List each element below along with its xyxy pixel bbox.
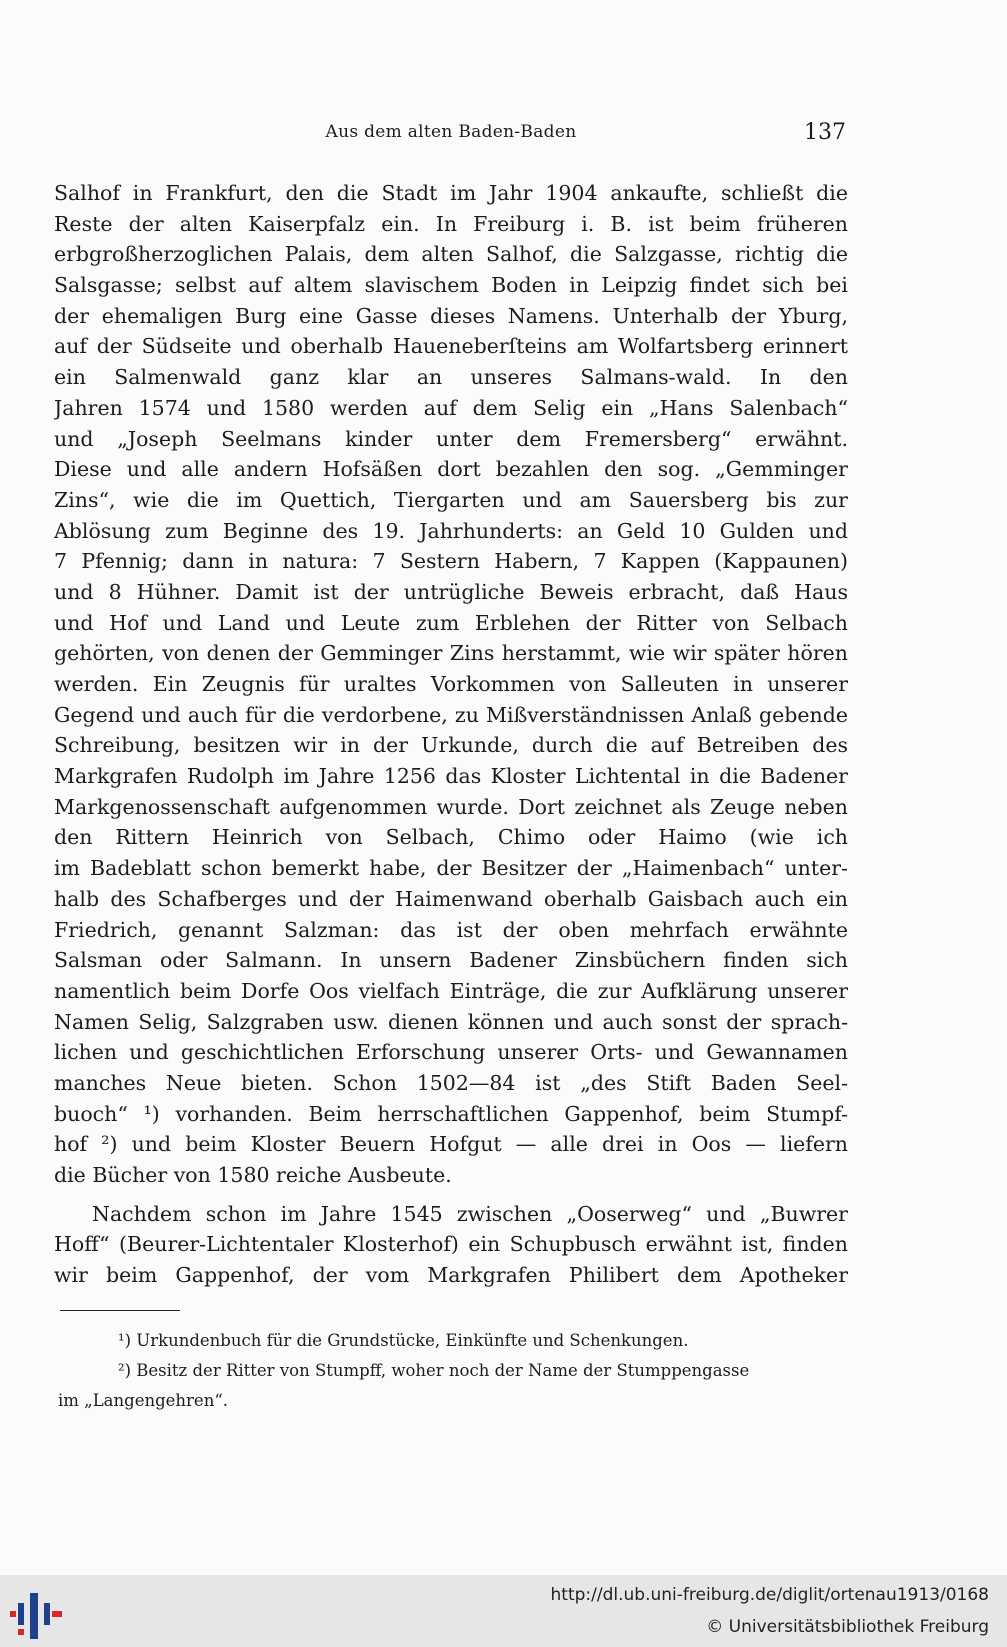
- text-line: ein Salmenwald ganz klar an unseres Salmans-wald. In den: [54, 365, 848, 390]
- text-line: Salsman oder Salmann. In unsern Badener Zinsbüchern finden sich: [54, 948, 848, 973]
- text-line: buoch“ ¹) vorhanden. Beim herrschaftlichen Gappenhof, beim Stumpf-: [54, 1101, 848, 1126]
- text-line: und „Joseph Seelmans kinder unter dem Fremersberg“ erwähnt.: [54, 426, 848, 451]
- text-line: Salhof in Frankfurt, den die Stadt im Jahr 1904 ankaufte, schließt die: [54, 181, 848, 205]
- text-line: den Rittern Heinrich von Selbach, Chimo oder Haimo (wie ich: [54, 825, 848, 850]
- text-line: halb des Schafberges und der Haimenwand oberhalb Gaisbach auch ein: [54, 886, 848, 911]
- text-line: Gegend und auch für die verdorbene, zu Mißverständnissen Anlaß gebende: [54, 702, 848, 727]
- text-line: Markgenossenschaft aufgenommen wurde. Dort zeichnet als Zeuge neben: [54, 794, 848, 819]
- text-line: lichen und geschichtlichen Erforschung unserer Orts- und Gewannamen: [54, 1040, 848, 1065]
- text-line: Diese und alle andern Hofsäßen dort bezahlen den sog. „Gemminger: [54, 457, 848, 482]
- footnote-2: ²) Besitz der Ritter von Stumpff, woher noch der Name der Stumppengasse: [118, 1361, 750, 1380]
- footnote-2-continuation: im „Langengehren“.: [58, 1391, 229, 1410]
- text-line: Nachdem schon im Jahre 1545 zwischen „Ooserweg“ und „Buwrer: [92, 1201, 848, 1226]
- text-line: Zins“, wie die im Quettich, Tiergarten und am Sauersberg bis zur: [54, 487, 848, 512]
- text-line: im Badeblatt schon bemerkt habe, der Besitzer der „Haimenbach“ unter-: [54, 856, 848, 881]
- text-line: Friedrich, genannt Salzman: das ist der oben mehrfach erwähnte: [54, 917, 848, 942]
- permalink-url[interactable]: http://dl.ub.uni-freiburg.de/diglit/ortenau1913/0168: [550, 1585, 989, 1605]
- footer-bar: [0, 1575, 1007, 1647]
- text-line: Schreibung, besitzen wir in der Urkunde, durch die auf Betreiben des: [54, 733, 848, 758]
- text-line: hof ²) und beim Kloster Beuern Hofgut — alle drei in Oos — liefern: [54, 1132, 848, 1157]
- text-line: Salsgasse; selbst auf altem slavischem Boden in Leipzig findet sich bei: [54, 273, 848, 298]
- text-line: erbgroßherzoglichen Palais, dem alten Salhof, die Salzgasse, richtig die: [54, 242, 848, 267]
- text-line: und 8 Hühner. Damit ist der untrügliche Beweis erbracht, daß Haus: [54, 579, 848, 604]
- text-line: Hoff“ (Beurer-Lichtentaler Klosterhof) ein Schupbusch erwähnt ist, finden: [54, 1232, 848, 1257]
- text-line: Namen Selig, Salzgraben usw. dienen können und auch sonst der sprach-: [54, 1009, 848, 1034]
- page-number: 137: [804, 120, 846, 145]
- text-line: werden. Ein Zeugnis für uraltes Vorkommen von Salleuten in unserer: [54, 672, 848, 696]
- text-line: gehörten, von denen der Gemminger Zins herstammt, wie wir später hören: [54, 641, 848, 666]
- text-line: Jahren 1574 und 1580 werden auf dem Selig ein „Hans Salenbach“: [54, 395, 848, 420]
- library-logo-icon: [10, 1593, 62, 1639]
- paragraph-1: [54, 178, 848, 1191]
- body-text: [54, 178, 848, 1291]
- footnote-1: ¹) Urkundenbuch für die Grundstücke, Einkünfte und Schenkungen.: [118, 1331, 689, 1350]
- text-line: auf der Südseite und oberhalb Haueneberſteins am Wolfartsberg erinnert: [54, 334, 848, 359]
- footnotes: [58, 1326, 848, 1416]
- text-line: Reste der alten Kaiserpfalz ein. In Freiburg i. B. ist beim früheren: [54, 211, 848, 236]
- running-title: Aus dem alten Baden-Baden: [325, 122, 577, 142]
- text-line: wir beim Gappenhof, der vom Markgrafen Philibert dem Apotheker: [54, 1263, 848, 1288]
- paragraph-2: [54, 1199, 848, 1291]
- text-line: manches Neue bieten. Schon 1502—84 ist „des Stift Baden Seel-: [54, 1070, 848, 1095]
- copyright-notice: © Universitätsbibliothek Freiburg: [706, 1617, 989, 1637]
- text-line: die Bücher von 1580 reiche Ausbeute.: [54, 1163, 452, 1187]
- text-line: Ablösung zum Beginne des 19. Jahrhunderts: an Geld 10 Gulden und: [54, 518, 848, 543]
- running-head: [56, 122, 846, 152]
- text-line: namentlich beim Dorfe Oos vielfach Einträge, die zur Aufklärung unserer: [54, 978, 848, 1003]
- footnote-rule: [60, 1310, 180, 1311]
- text-line: 7 Pfennig; dann in natura: 7 Sestern Habern, 7 Kappen (Kappaunen): [54, 549, 848, 574]
- text-line: Markgrafen Rudolph im Jahre 1256 das Kloster Lichtental in die Badener: [54, 764, 848, 789]
- text-line: der ehemaligen Burg eine Gasse dieses Namens. Unterhalb der Yburg,: [54, 303, 848, 328]
- text-line: und Hof und Land und Leute zum Erblehen der Ritter von Selbach: [54, 610, 848, 635]
